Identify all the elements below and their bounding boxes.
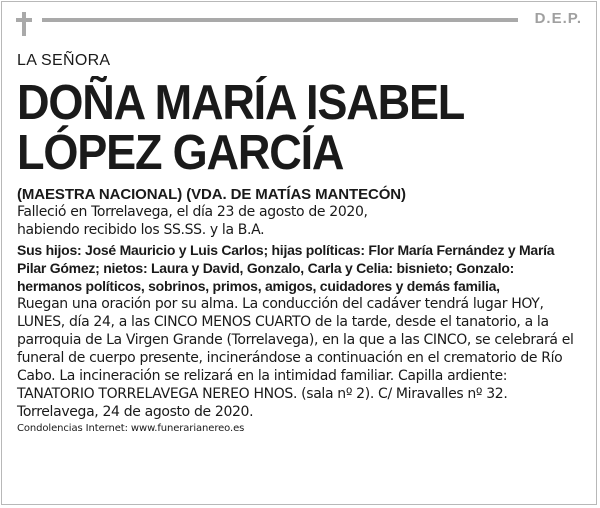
place-date: Torrelavega, 24 de agosto de 2020. (17, 404, 254, 420)
dep-label: D.E.P. (534, 10, 582, 27)
deceased-name-line1: DOÑA MARÍA ISABEL (17, 76, 465, 130)
header-bar (2, 2, 596, 36)
ceremony-details: Ruegan una oración por su alma. La conducción del cadáver tendrá lugar HOY, LUNES, día 24, a las CINCO MENOS CUARTO de la tarde, desde el tanatorio, a la parroquia de La Virgen Grande (Torrelavega), en la que a las CINCO, se celebrará el funeral de cuerpo presente, incinerándose a continuación en el crematorio de Río Cabo. La incineración se relizará en la intimidad familiar. Capilla ardiente: TANATORIO TORRELAVEGA NEREO HNOS. (sala nº 2). C/ Miravalles nº 32. (17, 296, 574, 402)
cross-icon (16, 12, 32, 36)
salutation: LA SEÑORA (17, 52, 111, 69)
header-rule (42, 18, 518, 22)
notice-content (17, 52, 582, 434)
obituary-card (1, 1, 597, 505)
condolences-link[interactable]: Condolencias Internet: www.funerarianereo.es (17, 423, 245, 434)
death-line-2: habiendo recibido los SS.SS. y la B.A. (17, 222, 265, 238)
deceased-subtitle: (MAESTRA NACIONAL) (VDA. DE MATÍAS MANTECÓN) (17, 186, 406, 203)
deceased-name-line2: LÓPEZ GARCÍA (17, 126, 344, 180)
family-list: Sus hijos: José Mauricio y Luis Carlos; hijas políticas: Flor María Fernández y María Pilar Gómez; nietos: Laura y David, Gonzalo, Carla y Celia: bisnieto; Gonzalo: hermanos políticos, sobrinos, primos, amigos, cuidadores y demás familia, (17, 242, 555, 294)
death-line-1: Falleció en Torrelavega, el día 23 de agosto de 2020, (17, 204, 368, 220)
